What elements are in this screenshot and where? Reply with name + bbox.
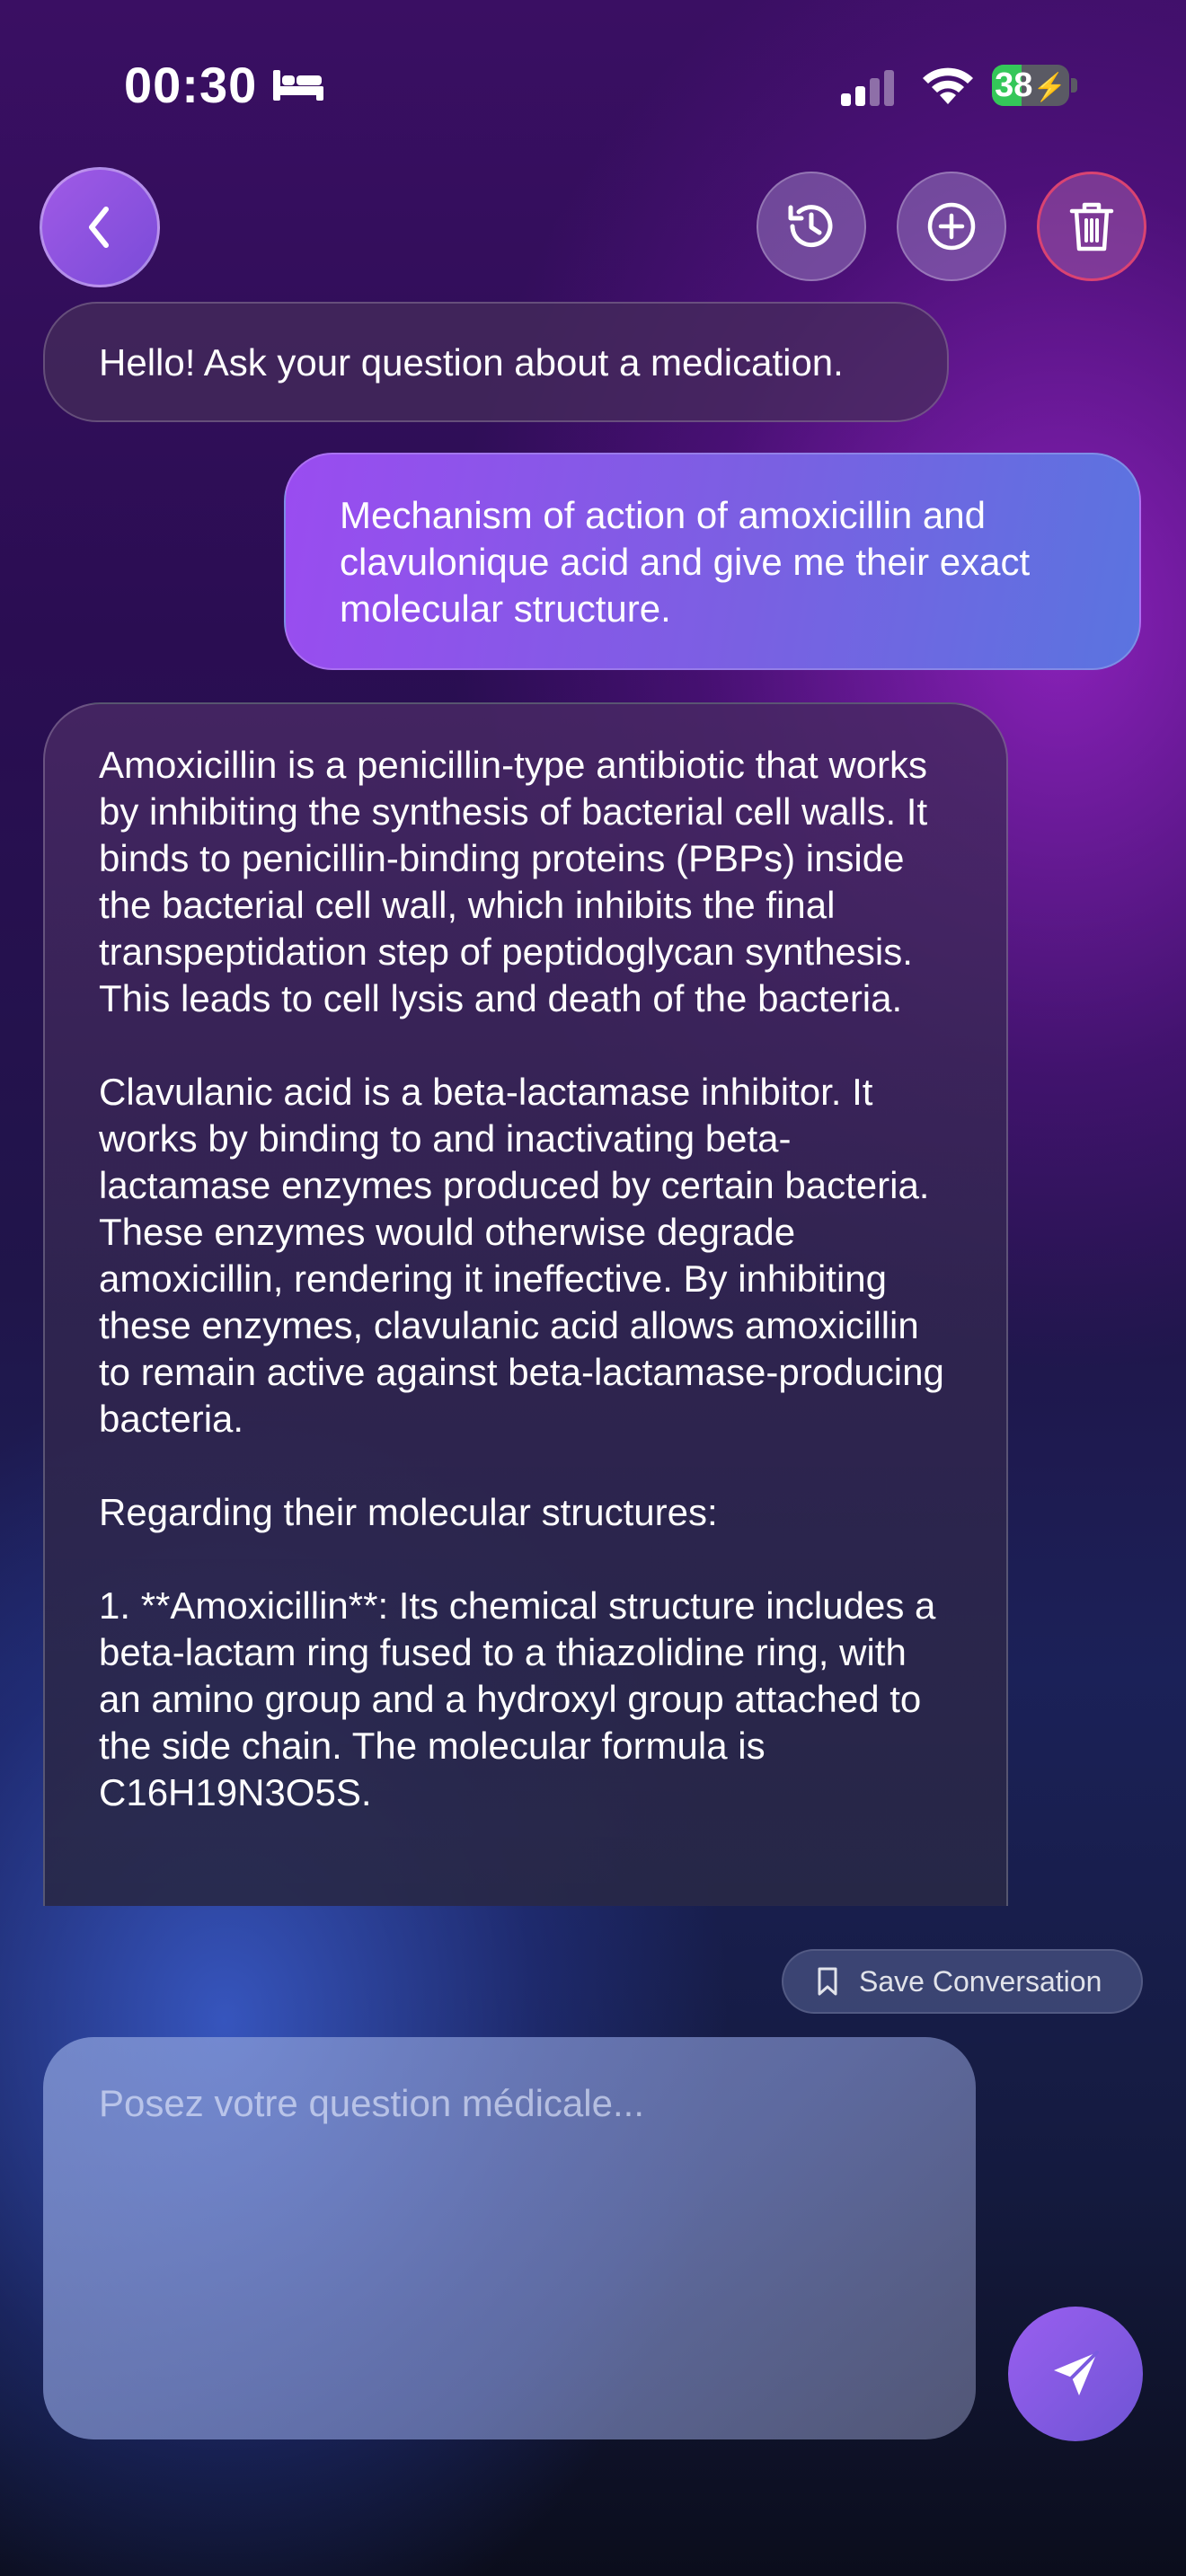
wifi-icon [920,63,976,108]
battery-level: 38 [995,66,1033,104]
answer-paragraph-amoxicillin-structure: 1. **Amoxicillin**: Its chemical structure includes a beta-lactam ring fused to a thiazolidine ring, with an amino group and a hydroxyl group attached to the side chain. The molecular formula is C16H19N3O5S. [99,1584,936,1813]
plus-circle-icon [924,198,979,254]
answer-paragraph-clavulanic-acid: Clavulanic acid is a beta-lactamase inhibitor. It works by binding to and inactivating beta-lactamase enzymes produced by certain bacteria. These enzymes would otherwise degrade amoxicillin, rendering it ineffective. By inhibiting these enzymes, clavulanic acid allows amoxicillin to remain active against beta-lactamase-producing bacteria. [99,1071,944,1440]
new-chat-button[interactable] [897,172,1006,281]
cellular-signal-icon [839,68,898,106]
history-button[interactable] [757,172,866,281]
user-message-bubble: Mechanism of action of amoxicillin and clavulonique acid and give me their exact molecular structure. [284,453,1141,670]
save-conversation-label: Save Conversation [859,1964,1102,1998]
save-conversation-button[interactable] [782,1949,1143,2014]
question-input[interactable] [43,2037,976,2439]
answer-paragraph-amoxicillin: Amoxicillin is a penicillin-type antibiotic that works by inhibiting the synthesis of bacterial cell walls. It binds to penicillin-binding proteins (PBPs) inside the bacterial cell wall, which inhibits the final transpeptidation step of peptidoglycan synthesis. This leads to cell lysis and death of the bacteria. [99,744,928,1019]
battery-charging-icon [992,65,1078,106]
bookmark-icon [816,1966,839,1997]
bed-icon [271,66,325,102]
delete-conversation-button[interactable] [1037,172,1146,281]
bot-answer-bubble [43,702,1008,1906]
charging-bolt-icon: ⚡ [1032,73,1067,102]
status-time: 00:30 [124,57,258,113]
paper-plane-icon [1047,2345,1104,2403]
history-icon [782,197,841,256]
chevron-left-icon [77,200,122,254]
send-button[interactable] [1008,2307,1143,2441]
trash-icon [1067,198,1117,254]
back-button[interactable] [40,167,160,287]
answer-paragraph-structures-intro: Regarding their molecular structures: [99,1491,718,1533]
bot-greeting-bubble: Hello! Ask your question about a medication. [43,302,949,422]
